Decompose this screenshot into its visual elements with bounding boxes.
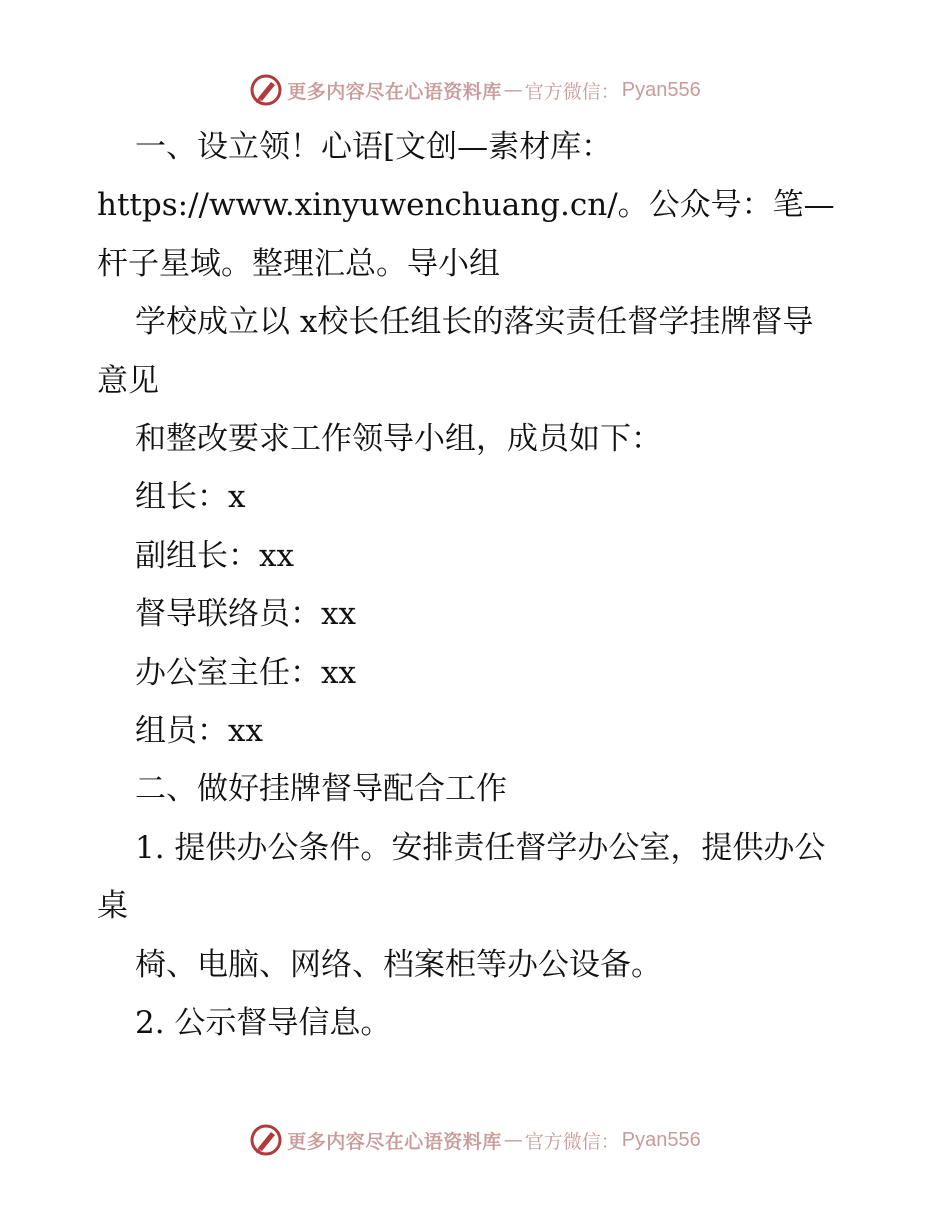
paragraph-4: 组长：x bbox=[135, 479, 246, 516]
paragraph-10: 1. 提供办公条件。安排责任督学办公室，提供办公桌 bbox=[97, 829, 826, 925]
paragraph-5: 副组长：xx bbox=[135, 537, 294, 574]
paragraph-6: 督导联络员：xx bbox=[135, 596, 356, 633]
paragraph-2: 学校成立以 x校长任组长的落实责任督学挂牌督导意见 bbox=[97, 304, 814, 399]
watermark-main-text: 更多内容尽在心语资料库 bbox=[287, 1130, 502, 1153]
watermark-wechat-id: Pyan556 bbox=[621, 78, 701, 101]
pen-logo-icon bbox=[249, 73, 283, 107]
watermark-separator: — bbox=[503, 79, 523, 101]
document-body bbox=[97, 118, 837, 1053]
paragraph-9: 二、做好挂牌督导配合工作 bbox=[135, 771, 507, 808]
paragraph-1: 一、设立领！心语[文创—素材库：https://www.xinyuwenchuang.cn/。公众号：笔—杆子星域。整理汇总。导小组 bbox=[97, 129, 835, 282]
watermark-main-text: 更多内容尽在心语资料库 bbox=[287, 80, 502, 103]
watermark-wechat-label: 官方微信： bbox=[524, 1130, 620, 1153]
header-watermark bbox=[0, 70, 950, 110]
watermark-wechat-label: 官方微信： bbox=[524, 80, 620, 103]
paragraph-8: 组员：xx bbox=[135, 713, 263, 750]
watermark-separator: — bbox=[503, 1129, 523, 1151]
watermark-wechat-id: Pyan556 bbox=[621, 1128, 701, 1151]
paragraph-3: 和整改要求工作领导小组，成员如下： bbox=[135, 421, 662, 458]
paragraph-7: 办公室主任：xx bbox=[135, 654, 356, 691]
paragraph-12: 2. 公示督导信息。 bbox=[135, 1005, 392, 1042]
paragraph-11: 椅、电脑、网络、档案柜等办公设备。 bbox=[135, 946, 662, 983]
footer-watermark bbox=[0, 1120, 950, 1160]
pen-logo-icon bbox=[249, 1123, 283, 1157]
